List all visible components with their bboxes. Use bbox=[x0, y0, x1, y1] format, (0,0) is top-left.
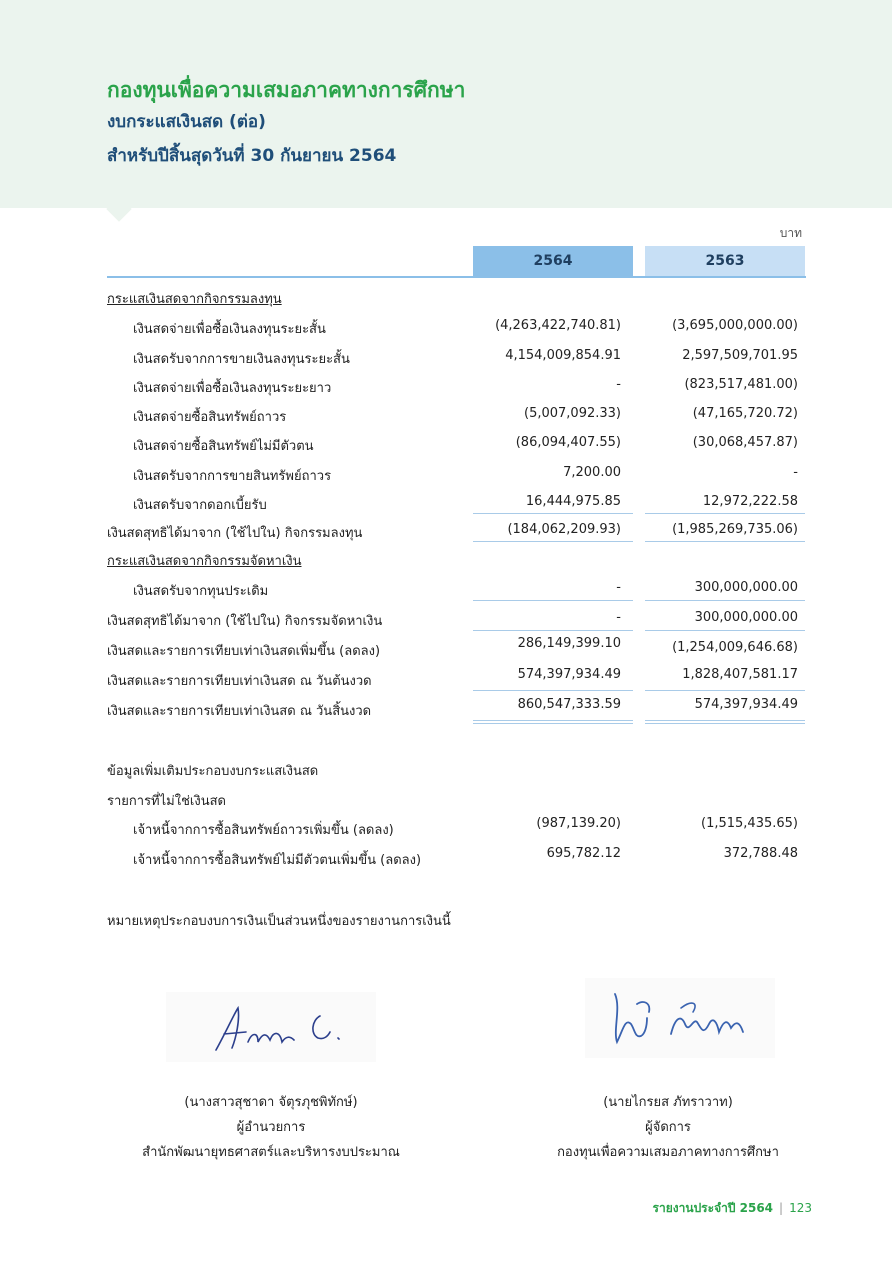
row-label: เงินสดรับจากการขายเงินลงทุนระยะสั้น bbox=[133, 352, 350, 367]
page-number: 123 bbox=[789, 1201, 812, 1215]
row-label: เงินสดจ่ายซื้อสินทรัพย์ถาวร bbox=[133, 410, 287, 425]
table-row bbox=[107, 318, 806, 340]
subtotal-rule bbox=[645, 513, 805, 514]
table-row bbox=[107, 465, 806, 487]
signature-image-left bbox=[166, 992, 376, 1062]
balance-rule bbox=[473, 690, 633, 691]
row-label: เงินสดและรายการเทียบเท่าเงินสดเพิ่มขึ้น (ลดลง) bbox=[107, 644, 381, 659]
noncash-heading-label: รายการที่ไม่ใช่เงินสด bbox=[107, 794, 226, 809]
value-2564: (184,062,209.93) bbox=[507, 522, 621, 537]
value-2563: 300,000,000.00 bbox=[694, 580, 798, 595]
section-heading-label: กระแสเงินสดจากกิจกรรมจัดหาเงิน bbox=[107, 554, 302, 569]
value-2563: (3,695,000,000.00) bbox=[672, 318, 798, 333]
row-label: เงินสดสุทธิได้มาจาก (ใช้ไปใน) กิจกรรมลงทุน bbox=[107, 526, 363, 541]
value-2564: - bbox=[616, 580, 621, 595]
signatory-left-position: ผู้อำนวยการ bbox=[236, 1120, 306, 1135]
signatory-left bbox=[111, 1090, 431, 1165]
table-row bbox=[107, 406, 806, 428]
value-2564: 286,149,399.10 bbox=[517, 636, 621, 651]
header-rule bbox=[107, 276, 806, 278]
signature-image-right bbox=[585, 978, 775, 1058]
table-row bbox=[107, 846, 806, 871]
row-label: เงินสดจ่ายเพื่อซื้อเงินลงทุนระยะสั้น bbox=[133, 322, 326, 337]
signature-right-graphic bbox=[585, 978, 775, 1058]
row-label: เงินสดรับจากดอกเบี้ยรับ bbox=[133, 498, 267, 513]
table-row bbox=[107, 435, 806, 457]
value-2564: 4,154,009,854.91 bbox=[505, 348, 621, 363]
signatory-right bbox=[508, 1090, 828, 1165]
statement-title: งบกระแสเงินสด (ต่อ) bbox=[107, 112, 266, 132]
row-label: เงินสดรับจากทุนประเดิม bbox=[133, 584, 269, 599]
value-2564: (4,263,422,740.81) bbox=[495, 318, 621, 333]
value-2564: (86,094,407.55) bbox=[515, 435, 621, 450]
supplementary-heading bbox=[107, 760, 806, 782]
double-rule-top bbox=[473, 720, 633, 721]
total-row-financing bbox=[107, 610, 806, 632]
net-change-row bbox=[107, 636, 806, 662]
row-label: เงินสดรับจากการขายสินทรัพย์ถาวร bbox=[133, 469, 332, 484]
value-2564: - bbox=[616, 377, 621, 392]
table-row bbox=[107, 580, 806, 602]
signatory-right-org: กองทุนเพื่อความเสมอภาคทางการศึกษา bbox=[557, 1145, 779, 1160]
signatory-left-org: สำนักพัฒนายุทธศาสตร์และบริหารงบประมาณ bbox=[142, 1145, 400, 1160]
supplementary-heading-label: ข้อมูลเพิ่มเติมประกอบงบกระแสเงินสด bbox=[107, 764, 319, 779]
section-heading-financing bbox=[107, 550, 806, 572]
row-label: เจ้าหนี้จากการซื้อสินทรัพย์ไม่มีตัวตนเพิ่มขึ้น (ลดลง) bbox=[133, 853, 422, 868]
total-rule bbox=[645, 541, 805, 542]
value-2563: 372,788.48 bbox=[723, 846, 798, 861]
subtotal-rule bbox=[473, 600, 633, 601]
column-header-2564: 2564 bbox=[473, 246, 633, 276]
row-label: เงินสดจ่ายเพื่อซื้อเงินลงทุนระยะยาว bbox=[133, 381, 332, 396]
table-row bbox=[107, 816, 806, 841]
total-rule bbox=[645, 630, 805, 631]
page-title: กองทุนเพื่อความเสมอภาคทางการศึกษา bbox=[107, 78, 466, 102]
value-2564: 574,397,934.49 bbox=[517, 667, 621, 682]
subtotal-rule bbox=[473, 513, 633, 514]
double-rule-bottom bbox=[645, 723, 805, 724]
value-2563: (823,517,481.00) bbox=[684, 377, 798, 392]
value-2563: 300,000,000.00 bbox=[694, 610, 798, 625]
value-2564: (987,139.20) bbox=[536, 816, 621, 831]
value-2564: 695,782.12 bbox=[546, 846, 621, 861]
statement-period: สำหรับปีสิ้นสุดวันที่ 30 กันยายน 2564 bbox=[107, 146, 397, 166]
value-2563: (30,068,457.87) bbox=[692, 435, 798, 450]
value-2564: 860,547,333.59 bbox=[517, 697, 621, 712]
double-rule-bottom bbox=[473, 723, 633, 724]
page-footer bbox=[653, 1199, 812, 1218]
double-rule-top bbox=[645, 720, 805, 721]
balance-rule bbox=[645, 690, 805, 691]
value-2563: (1,515,435.65) bbox=[701, 816, 798, 831]
footer-separator: | bbox=[779, 1201, 784, 1215]
value-2563: (1,985,269,735.06) bbox=[672, 522, 798, 537]
total-rule bbox=[473, 541, 633, 542]
row-label: เงินสดจ่ายซื้อสินทรัพย์ไม่มีตัวตน bbox=[133, 439, 314, 454]
table-row bbox=[107, 348, 806, 370]
signature-left-graphic bbox=[166, 992, 376, 1062]
value-2563: (47,165,720.72) bbox=[692, 406, 798, 421]
value-2563: (1,254,009,646.68) bbox=[672, 640, 798, 655]
section-heading-investing bbox=[107, 288, 806, 310]
value-2564: 7,200.00 bbox=[563, 465, 621, 480]
value-2563: 2,597,509,701.95 bbox=[682, 348, 798, 363]
financial-notes-statement: หมายเหตุประกอบงบการเงินเป็นส่วนหนึ่งของรายงานการเงินนี้ bbox=[107, 914, 451, 929]
value-2564: 16,444,975.85 bbox=[525, 494, 621, 509]
noncash-heading bbox=[107, 790, 806, 812]
signatory-right-name: (นายไกรยส ภัทราวาท) bbox=[603, 1095, 733, 1110]
row-label: เงินสดสุทธิได้มาจาก (ใช้ไปใน) กิจกรรมจัดหาเงิน bbox=[107, 614, 383, 629]
subtotal-rule bbox=[645, 600, 805, 601]
signatory-right-position: ผู้จัดการ bbox=[645, 1120, 691, 1135]
footer-report-title: รายงานประจำปี 2564 bbox=[652, 1201, 774, 1215]
table-row bbox=[107, 377, 806, 399]
value-2563: 12,972,222.58 bbox=[702, 494, 798, 509]
value-2563: 574,397,934.49 bbox=[694, 697, 798, 712]
row-label: เงินสดและรายการเทียบเท่าเงินสด ณ วันสิ้นงวด bbox=[107, 704, 372, 719]
row-label: เงินสดและรายการเทียบเท่าเงินสด ณ วันต้นงวด bbox=[107, 674, 372, 689]
beginning-balance-row bbox=[107, 667, 806, 692]
value-2563: 1,828,407,581.17 bbox=[682, 667, 798, 682]
currency-unit: บาท bbox=[779, 226, 802, 240]
column-header-2563: 2563 bbox=[645, 246, 805, 276]
signatory-left-name: (นางสาวสุชาดา จัตุรภุชพิทักษ์) bbox=[184, 1095, 358, 1110]
section-heading-label: กระแสเงินสดจากกิจกรรมลงทุน bbox=[107, 292, 282, 307]
value-2563: - bbox=[793, 465, 798, 480]
row-label: เจ้าหนี้จากการซื้อสินทรัพย์ถาวรเพิ่มขึ้น (ลดลง) bbox=[133, 823, 394, 838]
ending-balance-row bbox=[107, 697, 806, 722]
value-2564: - bbox=[616, 610, 621, 625]
value-2564: (5,007,092.33) bbox=[524, 406, 621, 421]
total-rule bbox=[473, 630, 633, 631]
